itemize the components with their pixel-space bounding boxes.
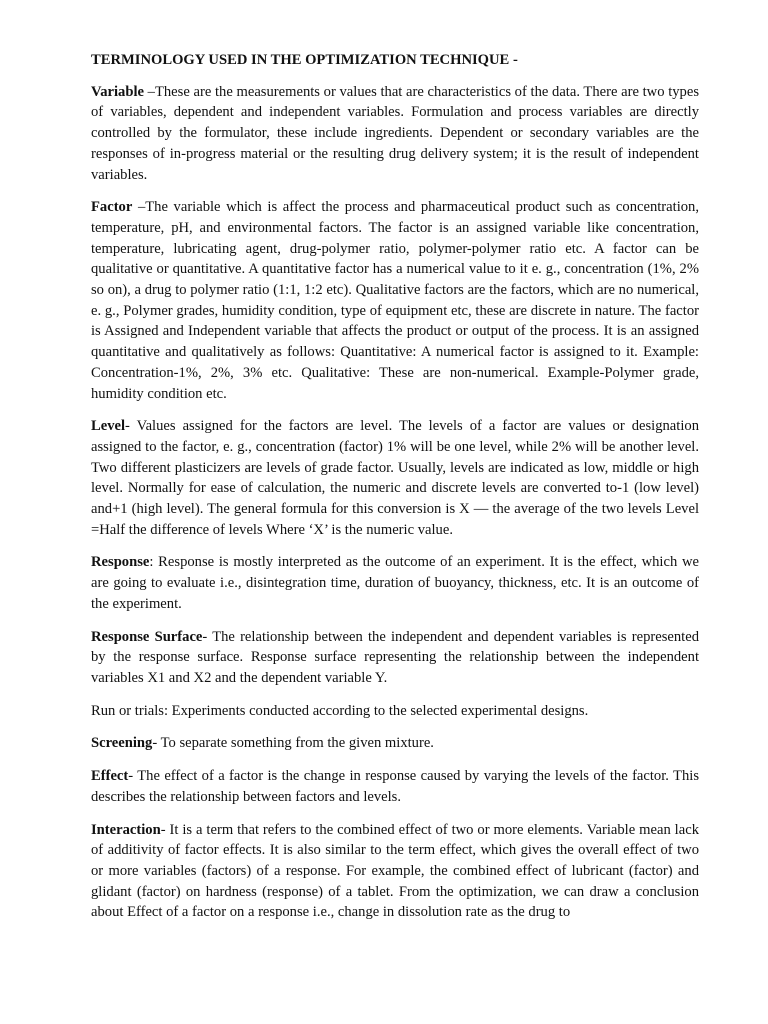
paragraph-response bbox=[91, 552, 699, 614]
term-effect: Effect bbox=[91, 768, 129, 785]
term-factor: Factor bbox=[91, 199, 133, 216]
paragraph-run-or-trials bbox=[91, 701, 699, 722]
term-response-surface: Response Surface bbox=[91, 628, 203, 645]
definition-variable: –These are the measurements or values that are characteristics of the data. There are two types of variables, dependent and independent variables. Formulation and process variables are directly controlled by the formulator, these include ingredients. Dependent or secondary variables are the responses of in-progress material or the resulting drug delivery system; it is the result of independent variables. bbox=[91, 83, 699, 183]
paragraph-variable bbox=[91, 82, 699, 186]
document-page bbox=[91, 50, 699, 935]
paragraph-level bbox=[91, 416, 699, 540]
paragraph-response-surface bbox=[91, 627, 699, 689]
definition-response: : Response is mostly interpreted as the outcome of an experiment. It is the effect, which we are going to evaluate i.e., disintegration time, duration of buoyancy, thickness, etc. It is an outcome of the experiment. bbox=[91, 554, 699, 612]
document-title: TERMINOLOGY USED IN THE OPTIMIZATION TECHNIQUE - bbox=[91, 52, 518, 68]
term-level: Level bbox=[91, 418, 126, 435]
definition-interaction: - It is a term that refers to the combined effect of two or more elements. Variable mean lack of additivity of factor effects. It is also similar to the term effect, which gives the overall effect of two or more variables (factors) of a response. For example, the combined effect of lubricant (factor) and glidant (factor) on hardness (response) of a tablet. From the optimization, we can draw a conclusion about Effect of a factor on a response i.e., change in dissolution rate as the drug to bbox=[91, 821, 699, 921]
definition-effect: - The effect of a factor is the change in response caused by varying the levels of the factor. This describes the relationship between factors and levels. bbox=[91, 768, 699, 805]
paragraph-factor bbox=[91, 197, 699, 404]
definition-run-or-trials: Run or trials: Experiments conducted according to the selected experimental designs. bbox=[91, 702, 589, 719]
term-screening: Screening bbox=[91, 735, 153, 752]
definition-factor: –The variable which is affect the process and pharmaceutical product such as concentration, temperature, pH, and environmental factors. The factor is an assigned variable like concentration, temperature, lubricating agent, drug-polymer ratio, polymer-polymer ratio etc. A factor can be qualitative or quantitative. A quantitative factor has a numerical value to it e. g., concentration (1%, 2% so on), a drug to polymer ratio (1:1, 1:2 etc). Qualitative factors are the factors, which are no numerical, e. g., Polymer grades, humidity condition, type of equipment etc, these are discrete in nature. The factor is Assigned and Independent variable that affects the product or output of the process. It is an assigned quantitative and qualitatively as follows: Quantitative: A numerical factor is assigned to it. Example: Concentration-1%, 2%, 3% etc. Qualitative: These are non-numerical. Example-Polymer grade, humidity condition etc. bbox=[91, 199, 699, 402]
paragraph-screening bbox=[91, 733, 699, 754]
term-interaction: Interaction bbox=[91, 821, 161, 838]
term-response: Response bbox=[91, 554, 150, 571]
paragraph-interaction bbox=[91, 820, 699, 924]
paragraph-effect bbox=[91, 766, 699, 807]
definition-response-surface: - The relationship between the independent and dependent variables is represented by the response surface. Response surface representing the relationship between the independent variables X1 and X2 and the dependent variable Y. bbox=[91, 628, 699, 686]
term-variable: Variable bbox=[91, 83, 144, 100]
definition-screening: - To separate something from the given mixture. bbox=[152, 735, 434, 752]
definition-level: - Values assigned for the factors are level. The levels of a factor are values or designation assigned to the factor, e. g., concentration (factor) 1% will be one level, while 2% will be another level. Two different plasticizers are levels of grade factor. Usually, levels are indicated as low, middle or high level. Normally for ease of calculation, the numeric and discrete levels are converted to-1 (low level) and+1 (high level). The general formula for this conversion is X — the average of the two levels Level =Half the difference of levels Where ‘X’ is the numeric value. bbox=[91, 418, 699, 538]
